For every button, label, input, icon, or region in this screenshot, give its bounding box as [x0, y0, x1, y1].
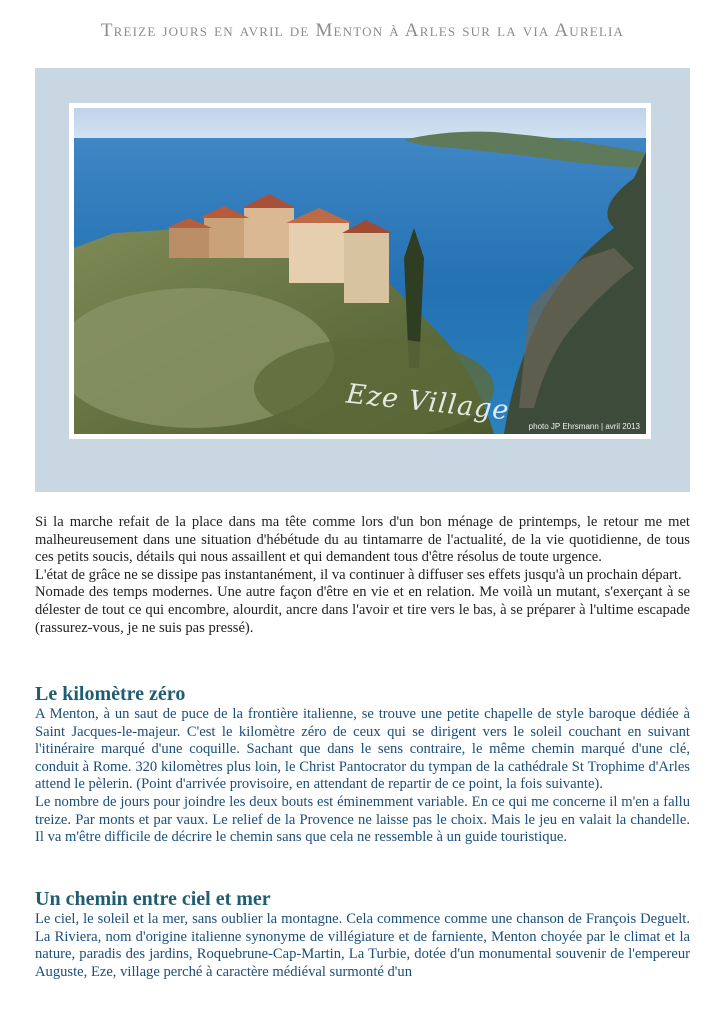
- eze-village-photo: [74, 108, 646, 434]
- intro-paragraph: Nomade des temps modernes. Une autre façon d'être en vie et en relation. Me voilà un mutant, s'exerçant à se délester de tout ce qui encombre, alourdit, ancre dans l'avoir et tire vers le bas, à se préparer à l'ultime escapade (rassurez-vous, je ne suis pas pressé).: [35, 584, 690, 636]
- photo-panel: [35, 68, 690, 492]
- photo-watermark: Eze Village: [344, 378, 511, 427]
- section-paragraph: Le nombre de jours pour joindre les deux bouts est éminemment variable. En ce qui me concerne il m'en a fallu treize. Par monts et par vaux. Le relief de la Provence ne laisse pas le choix. Mais le jeu en valait la chandelle. Il va m'être difficile de décrire le chemin sans que cela ne ressemble à un guide touristique.: [35, 793, 690, 846]
- intro-paragraph: Si la marche refait de la place dans ma tête comme lors d'un bon ménage de printemps, le retour me met malheureusement dans une situation d'hébétude du au tintamarre de l'actualité, de la vie quotidienne, de tous ces petits soucis, détails qui nous assaillent et qui demandent tous d'être résolus de toute urgence.: [35, 514, 690, 566]
- photo-frame: [69, 103, 651, 439]
- section-paragraph: Le ciel, le soleil et la mer, sans oublier la montagne. Cela commence comme une chanson de François Deguelt. La Riviera, nom d'origine italienne synonyme de villégiature et de farniente, Menton choyée par le climat et la nature, paradis des jardins, Roquebrune-Cap-Martin, La Turbie, dotée d'un monumental souvenir de l'empereur Auguste, Eze, village perché à caractère médiéval surmonté d'un: [35, 911, 690, 980]
- photo-credit: photo JP Ehrsmann | avril 2013: [528, 422, 640, 431]
- section-chemin-ciel-mer: [35, 887, 690, 981]
- section-paragraph: A Menton, à un saut de puce de la frontière italienne, se trouve une petite chapelle de style baroque dédiée à Saint Jacques-le-majeur. C'est le kilomètre zéro de ceux qui se dirigent vers le soleil couchant en suivant l'itinéraire marqué d'une coquille. Sachant que dans le sens contraire, le même chemin marqué d'une clé, conduit à Rome. 320 kilomètres plus loin, le Christ Pantocrator du tympan de la cathédrale St Trophime d'Arles attend le pèlerin. (Point d'arrivée provisoire, en attendant de repartir de ce point, la fois suivante).: [35, 706, 690, 793]
- section-kilometre-zero: [35, 682, 690, 847]
- section-heading: Le kilomètre zéro: [35, 683, 186, 705]
- intro-paragraph: L'état de grâce ne se dissipe pas instantanément, il va continuer à diffuser ses effets jusqu'à un prochain départ.: [35, 566, 682, 583]
- page-title: Treize jours en avril de Menton à Arles sur la via Aurelia: [100, 20, 625, 41]
- intro-text: [35, 514, 690, 637]
- section-heading: Un chemin entre ciel et mer: [35, 888, 271, 910]
